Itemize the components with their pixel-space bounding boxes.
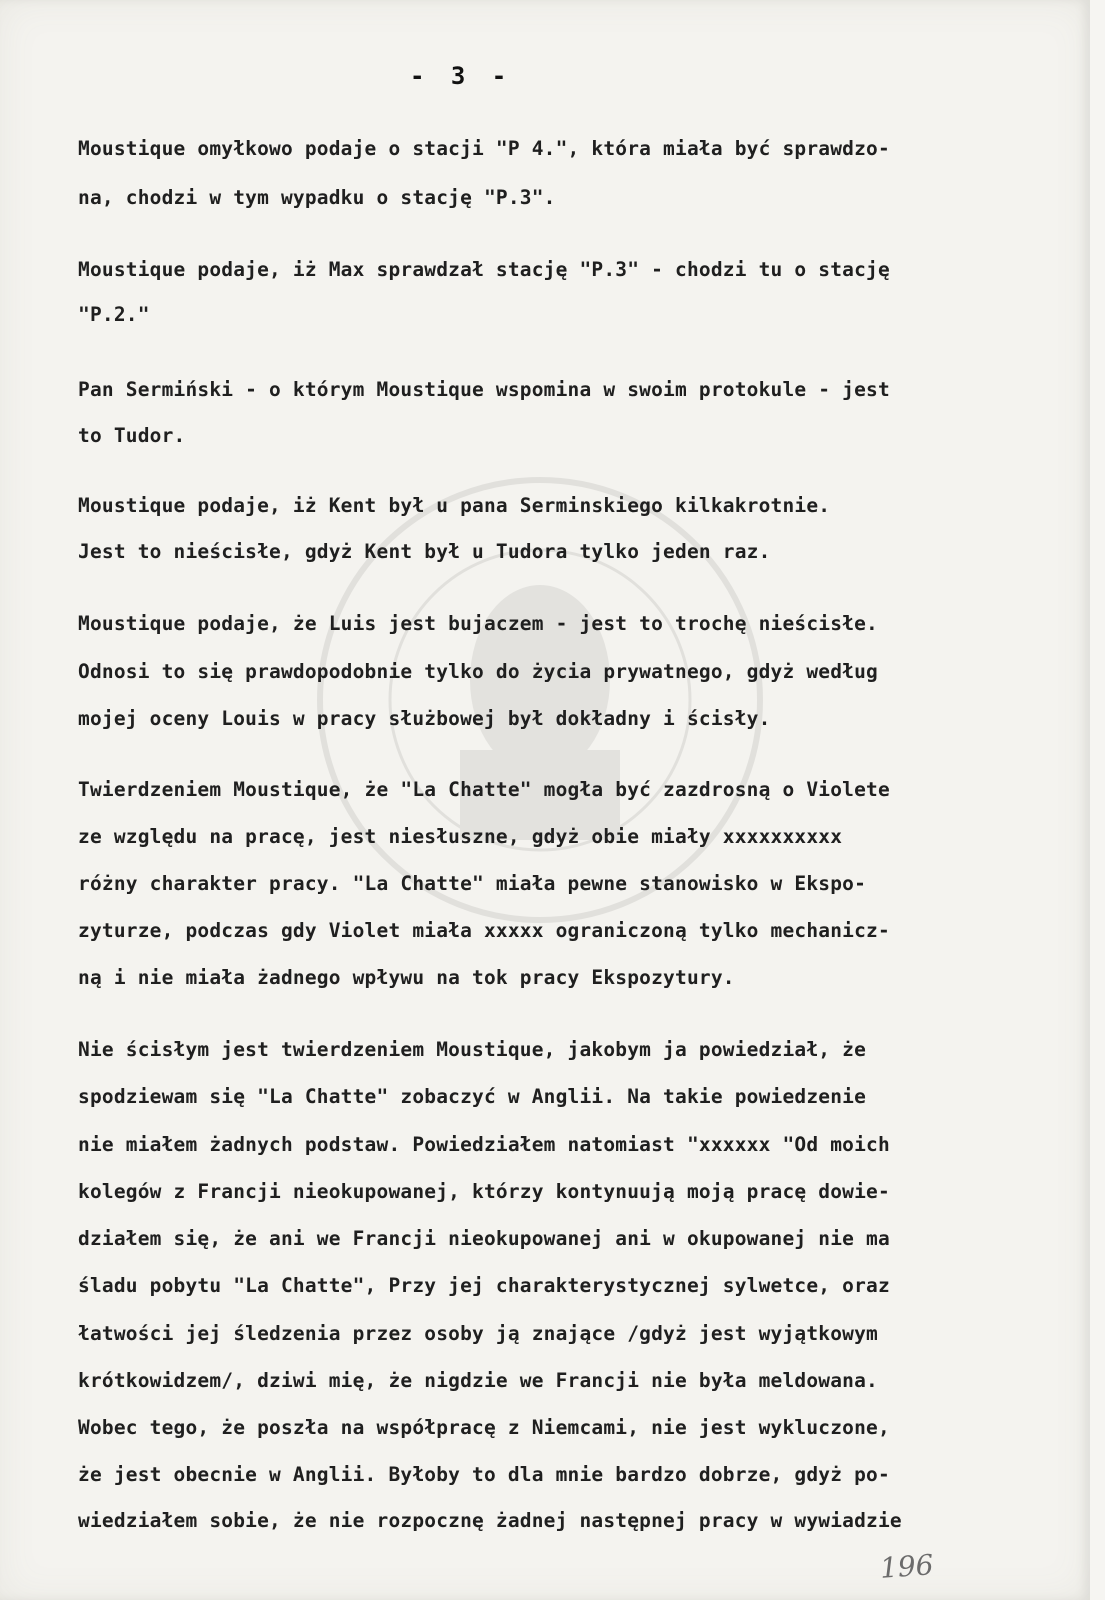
text-line: Moustique podaje, iż Kent był u pana Serminskiego kilkakrotnie. xyxy=(78,494,831,517)
text-line: mojej oceny Louis w pracy służbowej był dokładny i ścisły. xyxy=(78,707,771,730)
text-line: to Tudor. xyxy=(78,424,186,447)
text-line: ną i nie miała żadnego wpływu na tok pracy Ekspozytury. xyxy=(78,966,735,989)
text-line: śladu pobytu "La Chatte", Przy jej charakterystycznej sylwetce, oraz xyxy=(78,1274,890,1297)
text-line: "P.2." xyxy=(78,303,150,326)
text-line: łatwości jej śledzenia przez osoby ją znające /gdyż jest wyjątkowym xyxy=(78,1322,878,1345)
page-number: - 3 - xyxy=(410,62,513,90)
text-line: Pan Sermiński - o którym Moustique wspomina w swoim protokule - jest xyxy=(78,378,890,401)
text-line: kolegów z Francji nieokupowanej, którzy kontynuują moją pracę dowie- xyxy=(78,1180,890,1203)
text-line: ze względu na pracę, jest niesłuszne, gdyż obie miały xxxxxxxxxx xyxy=(78,825,843,848)
text-line: Nie ścisłym jest twierdzeniem Moustique, jakobym ja powiedział, że xyxy=(78,1038,867,1061)
text-line: Odnosi to się prawdopodobnie tylko do życia prywatnego, gdyż według xyxy=(78,660,878,683)
text-line: zyturze, podczas gdy Violet miała xxxxx ograniczoną tylko mechanicz- xyxy=(78,919,890,942)
text-line: Jest to nieścisłe, gdyż Kent był u Tudora tylko jeden raz. xyxy=(78,540,771,563)
text-line: różny charakter pracy. "La Chatte" miała pewne stanowisko w Ekspo- xyxy=(78,872,867,895)
text-line: nie miałem żadnych podstaw. Powiedziałem natomiast "xxxxxx "Od moich xyxy=(78,1133,890,1156)
handwritten-page-note: 196 xyxy=(878,1548,935,1585)
text-line: Moustique podaje, że Luis jest bujaczem - jest to trochę nieścisłe. xyxy=(78,612,878,635)
text-line: że jest obecnie w Anglii. Byłoby to dla mnie bardzo dobrze, gdyż po- xyxy=(78,1463,890,1486)
text-line: Twierdzeniem Moustique, że "La Chatte" mogła być zazdrosną o Violete xyxy=(78,778,890,801)
text-line: wiedziałem sobie, że nie rozpocznę żadnej następnej pracy w wywiadzie xyxy=(78,1509,902,1532)
text-line: Moustique omyłkowo podaje o stacji "P 4.", która miała być sprawdzo- xyxy=(78,137,890,160)
text-line: Wobec tego, że poszła na współpracę z Niemcami, nie jest wykluczone, xyxy=(78,1416,890,1439)
text-line: działem się, że ani we Francji nieokupowanej ani w okupowanej nie ma xyxy=(78,1227,890,1250)
text-line: na, chodzi w tym wypadku o stację "P.3". xyxy=(78,186,556,209)
text-line: Moustique podaje, iż Max sprawdzał stację "P.3" - chodzi tu o stację xyxy=(78,258,890,281)
text-line: krótkowidzem/, dziwi mię, że nigdzie we Francji nie była meldowana. xyxy=(78,1369,878,1392)
text-line: spodziewam się "La Chatte" zobaczyć w Anglii. Na takie powiedzenie xyxy=(78,1085,867,1108)
